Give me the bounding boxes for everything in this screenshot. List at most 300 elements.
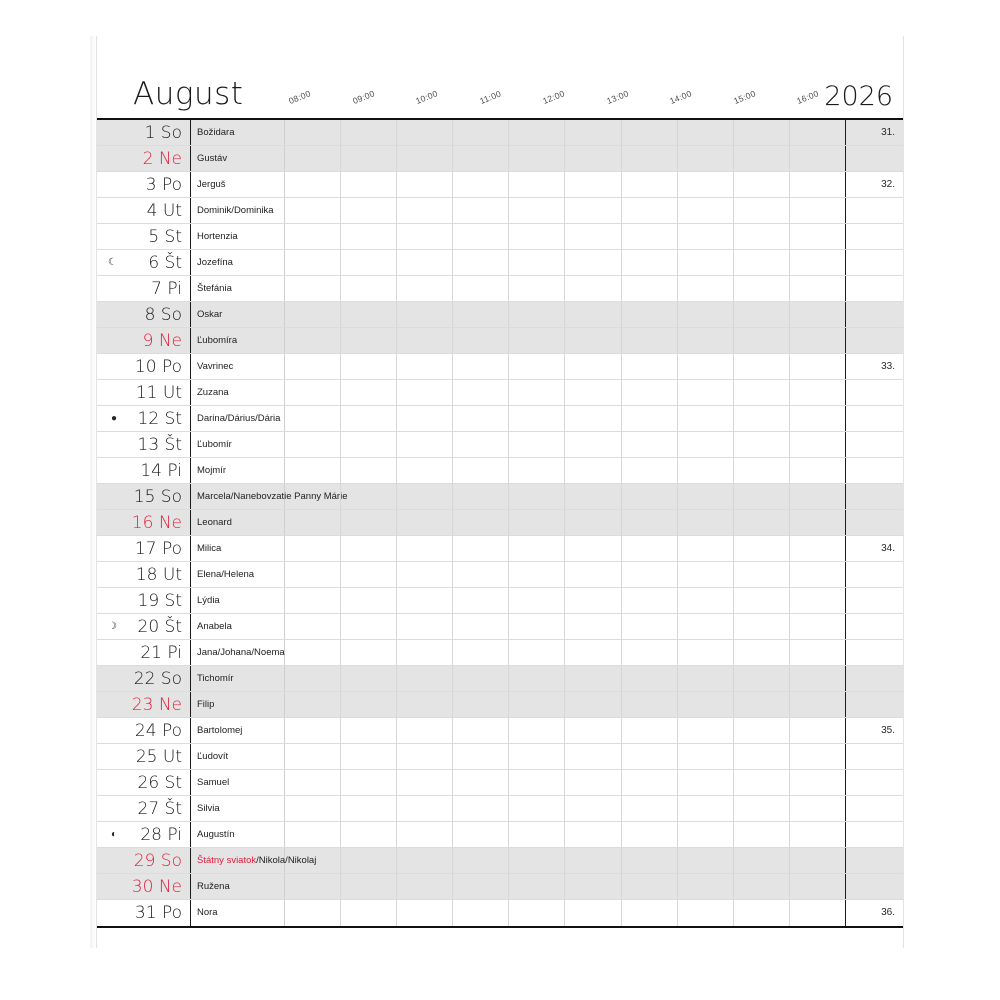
appointment-cell[interactable] <box>509 588 565 613</box>
appointment-cell[interactable] <box>509 692 565 717</box>
appointment-cell[interactable] <box>734 484 790 509</box>
appointment-cell[interactable] <box>734 250 790 275</box>
appointment-cell[interactable] <box>341 354 397 379</box>
appointment-cell[interactable] <box>509 198 565 223</box>
appointment-cell[interactable] <box>565 302 621 327</box>
appointment-cell[interactable] <box>790 796 845 821</box>
appointment-cell[interactable] <box>285 718 341 743</box>
appointment-cell[interactable] <box>565 172 621 197</box>
appointment-cell[interactable] <box>397 380 453 405</box>
appointment-cell[interactable] <box>622 354 678 379</box>
appointment-cell[interactable] <box>565 120 621 145</box>
appointment-cell[interactable] <box>565 874 621 899</box>
appointment-cell[interactable] <box>453 614 509 639</box>
appointment-cell[interactable] <box>397 510 453 535</box>
appointment-cell[interactable] <box>453 536 509 561</box>
appointment-cell[interactable] <box>341 432 397 457</box>
appointment-cell[interactable] <box>397 874 453 899</box>
appointment-cell[interactable] <box>678 640 734 665</box>
appointment-cell[interactable] <box>285 146 341 171</box>
appointment-cell[interactable] <box>285 120 341 145</box>
appointment-cell[interactable] <box>509 432 565 457</box>
appointment-cell[interactable] <box>341 822 397 847</box>
appointment-cell[interactable] <box>565 458 621 483</box>
appointment-cell[interactable] <box>341 900 397 926</box>
appointment-cell[interactable] <box>341 146 397 171</box>
appointment-cell[interactable] <box>790 744 845 769</box>
appointment-cell[interactable] <box>341 588 397 613</box>
appointment-cell[interactable] <box>622 120 678 145</box>
appointment-cell[interactable] <box>397 224 453 249</box>
appointment-cell[interactable] <box>622 588 678 613</box>
appointment-cell[interactable] <box>285 614 341 639</box>
appointment-cell[interactable] <box>678 796 734 821</box>
appointment-cell[interactable] <box>397 484 453 509</box>
appointment-cell[interactable] <box>341 302 397 327</box>
appointment-cell[interactable] <box>565 224 621 249</box>
appointment-cell[interactable] <box>734 302 790 327</box>
appointment-cell[interactable] <box>790 900 845 926</box>
appointment-cell[interactable] <box>565 822 621 847</box>
appointment-cell[interactable] <box>285 640 341 665</box>
appointment-cell[interactable] <box>678 562 734 587</box>
appointment-cell[interactable] <box>678 770 734 795</box>
appointment-cell[interactable] <box>341 770 397 795</box>
appointment-cell[interactable] <box>565 562 621 587</box>
appointment-cell[interactable] <box>341 406 397 431</box>
appointment-cell[interactable] <box>509 302 565 327</box>
appointment-cell[interactable] <box>734 588 790 613</box>
appointment-cell[interactable] <box>790 458 845 483</box>
appointment-cell[interactable] <box>622 692 678 717</box>
appointment-cell[interactable] <box>565 796 621 821</box>
appointment-cell[interactable] <box>565 328 621 353</box>
appointment-cell[interactable] <box>509 744 565 769</box>
appointment-cell[interactable] <box>453 354 509 379</box>
appointment-cell[interactable] <box>285 744 341 769</box>
appointment-cell[interactable] <box>285 406 341 431</box>
appointment-cell[interactable] <box>678 276 734 301</box>
appointment-cell[interactable] <box>790 224 845 249</box>
appointment-cell[interactable] <box>341 458 397 483</box>
appointment-cell[interactable] <box>790 302 845 327</box>
appointment-cell[interactable] <box>678 614 734 639</box>
appointment-cell[interactable] <box>678 198 734 223</box>
appointment-cell[interactable] <box>790 406 845 431</box>
appointment-cell[interactable] <box>453 588 509 613</box>
appointment-cell[interactable] <box>285 328 341 353</box>
appointment-cell[interactable] <box>565 640 621 665</box>
appointment-cell[interactable] <box>285 458 341 483</box>
appointment-cell[interactable] <box>622 224 678 249</box>
appointment-cell[interactable] <box>285 692 341 717</box>
appointment-cell[interactable] <box>622 900 678 926</box>
appointment-cell[interactable] <box>790 588 845 613</box>
appointment-cell[interactable] <box>622 432 678 457</box>
appointment-cell[interactable] <box>678 822 734 847</box>
appointment-cell[interactable] <box>734 120 790 145</box>
appointment-cell[interactable] <box>509 640 565 665</box>
appointment-cell[interactable] <box>678 744 734 769</box>
appointment-cell[interactable] <box>397 640 453 665</box>
appointment-cell[interactable] <box>790 250 845 275</box>
appointment-cell[interactable] <box>341 484 397 509</box>
appointment-cell[interactable] <box>622 484 678 509</box>
appointment-cell[interactable] <box>509 406 565 431</box>
appointment-cell[interactable] <box>509 848 565 873</box>
appointment-cell[interactable] <box>453 224 509 249</box>
appointment-cell[interactable] <box>509 510 565 535</box>
appointment-cell[interactable] <box>341 692 397 717</box>
appointment-cell[interactable] <box>453 692 509 717</box>
appointment-cell[interactable] <box>397 458 453 483</box>
appointment-cell[interactable] <box>341 276 397 301</box>
appointment-cell[interactable] <box>790 874 845 899</box>
appointment-cell[interactable] <box>509 354 565 379</box>
appointment-cell[interactable] <box>509 614 565 639</box>
appointment-cell[interactable] <box>622 614 678 639</box>
appointment-cell[interactable] <box>285 432 341 457</box>
appointment-cell[interactable] <box>509 770 565 795</box>
appointment-cell[interactable] <box>622 562 678 587</box>
appointment-cell[interactable] <box>285 276 341 301</box>
appointment-cell[interactable] <box>509 562 565 587</box>
appointment-cell[interactable] <box>509 172 565 197</box>
appointment-cell[interactable] <box>678 848 734 873</box>
appointment-cell[interactable] <box>790 484 845 509</box>
appointment-cell[interactable] <box>397 900 453 926</box>
appointment-cell[interactable] <box>397 172 453 197</box>
appointment-cell[interactable] <box>734 874 790 899</box>
appointment-cell[interactable] <box>509 822 565 847</box>
appointment-cell[interactable] <box>565 354 621 379</box>
appointment-cell[interactable] <box>734 276 790 301</box>
appointment-cell[interactable] <box>790 120 845 145</box>
appointment-cell[interactable] <box>341 536 397 561</box>
appointment-cell[interactable] <box>341 718 397 743</box>
appointment-cell[interactable] <box>453 822 509 847</box>
appointment-cell[interactable] <box>341 848 397 873</box>
appointment-cell[interactable] <box>397 198 453 223</box>
appointment-cell[interactable] <box>285 354 341 379</box>
appointment-cell[interactable] <box>453 250 509 275</box>
appointment-cell[interactable] <box>622 380 678 405</box>
appointment-cell[interactable] <box>734 666 790 691</box>
appointment-cell[interactable] <box>397 588 453 613</box>
appointment-cell[interactable] <box>509 484 565 509</box>
appointment-cell[interactable] <box>734 848 790 873</box>
appointment-cell[interactable] <box>285 536 341 561</box>
appointment-cell[interactable] <box>453 198 509 223</box>
appointment-cell[interactable] <box>565 848 621 873</box>
appointment-cell[interactable] <box>790 640 845 665</box>
appointment-cell[interactable] <box>678 302 734 327</box>
appointment-cell[interactable] <box>397 744 453 769</box>
appointment-cell[interactable] <box>678 172 734 197</box>
appointment-cell[interactable] <box>285 874 341 899</box>
appointment-cell[interactable] <box>734 510 790 535</box>
appointment-cell[interactable] <box>285 380 341 405</box>
appointment-cell[interactable] <box>285 822 341 847</box>
appointment-cell[interactable] <box>734 146 790 171</box>
appointment-cell[interactable] <box>790 536 845 561</box>
appointment-cell[interactable] <box>734 900 790 926</box>
appointment-cell[interactable] <box>453 120 509 145</box>
appointment-cell[interactable] <box>734 822 790 847</box>
appointment-cell[interactable] <box>678 692 734 717</box>
appointment-cell[interactable] <box>622 276 678 301</box>
appointment-cell[interactable] <box>790 354 845 379</box>
appointment-cell[interactable] <box>790 146 845 171</box>
appointment-cell[interactable] <box>453 510 509 535</box>
appointment-cell[interactable] <box>678 250 734 275</box>
appointment-cell[interactable] <box>453 848 509 873</box>
appointment-cell[interactable] <box>790 276 845 301</box>
appointment-cell[interactable] <box>734 640 790 665</box>
appointment-cell[interactable] <box>622 796 678 821</box>
appointment-cell[interactable] <box>285 510 341 535</box>
appointment-cell[interactable] <box>509 796 565 821</box>
appointment-cell[interactable] <box>285 198 341 223</box>
appointment-cell[interactable] <box>453 302 509 327</box>
appointment-cell[interactable] <box>397 796 453 821</box>
appointment-cell[interactable] <box>285 250 341 275</box>
appointment-cell[interactable] <box>565 484 621 509</box>
appointment-cell[interactable] <box>565 250 621 275</box>
appointment-cell[interactable] <box>509 900 565 926</box>
appointment-cell[interactable] <box>622 848 678 873</box>
appointment-cell[interactable] <box>734 172 790 197</box>
appointment-cell[interactable] <box>285 484 341 509</box>
appointment-cell[interactable] <box>285 796 341 821</box>
appointment-cell[interactable] <box>622 770 678 795</box>
appointment-cell[interactable] <box>734 224 790 249</box>
appointment-cell[interactable] <box>397 692 453 717</box>
appointment-cell[interactable] <box>790 328 845 353</box>
appointment-cell[interactable] <box>678 354 734 379</box>
appointment-cell[interactable] <box>285 302 341 327</box>
appointment-cell[interactable] <box>678 510 734 535</box>
appointment-cell[interactable] <box>397 562 453 587</box>
appointment-cell[interactable] <box>790 770 845 795</box>
appointment-cell[interactable] <box>565 614 621 639</box>
appointment-cell[interactable] <box>678 458 734 483</box>
appointment-cell[interactable] <box>678 146 734 171</box>
appointment-cell[interactable] <box>341 198 397 223</box>
appointment-cell[interactable] <box>397 302 453 327</box>
appointment-cell[interactable] <box>734 614 790 639</box>
appointment-cell[interactable] <box>678 432 734 457</box>
appointment-cell[interactable] <box>453 874 509 899</box>
appointment-cell[interactable] <box>397 432 453 457</box>
appointment-cell[interactable] <box>678 406 734 431</box>
appointment-cell[interactable] <box>341 250 397 275</box>
appointment-cell[interactable] <box>285 770 341 795</box>
appointment-cell[interactable] <box>453 744 509 769</box>
appointment-cell[interactable] <box>734 796 790 821</box>
appointment-cell[interactable] <box>397 770 453 795</box>
appointment-cell[interactable] <box>565 588 621 613</box>
appointment-cell[interactable] <box>453 432 509 457</box>
appointment-cell[interactable] <box>509 666 565 691</box>
appointment-cell[interactable] <box>453 380 509 405</box>
appointment-cell[interactable] <box>453 458 509 483</box>
appointment-cell[interactable] <box>397 406 453 431</box>
appointment-cell[interactable] <box>678 718 734 743</box>
appointment-cell[interactable] <box>565 744 621 769</box>
appointment-cell[interactable] <box>565 718 621 743</box>
appointment-cell[interactable] <box>565 900 621 926</box>
appointment-cell[interactable] <box>622 198 678 223</box>
appointment-cell[interactable] <box>341 380 397 405</box>
appointment-cell[interactable] <box>790 666 845 691</box>
appointment-cell[interactable] <box>509 120 565 145</box>
appointment-cell[interactable] <box>453 172 509 197</box>
appointment-cell[interactable] <box>285 172 341 197</box>
appointment-cell[interactable] <box>734 718 790 743</box>
appointment-cell[interactable] <box>285 588 341 613</box>
appointment-cell[interactable] <box>734 692 790 717</box>
appointment-cell[interactable] <box>341 224 397 249</box>
appointment-cell[interactable] <box>734 744 790 769</box>
appointment-cell[interactable] <box>397 146 453 171</box>
appointment-cell[interactable] <box>453 484 509 509</box>
appointment-cell[interactable] <box>453 276 509 301</box>
appointment-cell[interactable] <box>397 328 453 353</box>
appointment-cell[interactable] <box>790 432 845 457</box>
appointment-cell[interactable] <box>509 250 565 275</box>
appointment-cell[interactable] <box>734 406 790 431</box>
appointment-cell[interactable] <box>565 510 621 535</box>
appointment-cell[interactable] <box>622 328 678 353</box>
appointment-cell[interactable] <box>678 380 734 405</box>
appointment-cell[interactable] <box>565 692 621 717</box>
appointment-cell[interactable] <box>397 822 453 847</box>
appointment-cell[interactable] <box>622 146 678 171</box>
appointment-cell[interactable] <box>678 224 734 249</box>
appointment-cell[interactable] <box>790 172 845 197</box>
appointment-cell[interactable] <box>341 744 397 769</box>
appointment-cell[interactable] <box>565 406 621 431</box>
appointment-cell[interactable] <box>678 874 734 899</box>
appointment-cell[interactable] <box>734 198 790 223</box>
appointment-cell[interactable] <box>790 822 845 847</box>
appointment-cell[interactable] <box>565 536 621 561</box>
appointment-cell[interactable] <box>453 796 509 821</box>
appointment-cell[interactable] <box>341 874 397 899</box>
appointment-cell[interactable] <box>453 146 509 171</box>
appointment-cell[interactable] <box>790 718 845 743</box>
appointment-cell[interactable] <box>285 900 341 926</box>
appointment-cell[interactable] <box>622 172 678 197</box>
appointment-cell[interactable] <box>509 328 565 353</box>
appointment-cell[interactable] <box>790 198 845 223</box>
appointment-cell[interactable] <box>565 380 621 405</box>
appointment-cell[interactable] <box>678 536 734 561</box>
appointment-cell[interactable] <box>453 900 509 926</box>
appointment-cell[interactable] <box>622 666 678 691</box>
appointment-cell[interactable] <box>622 718 678 743</box>
appointment-cell[interactable] <box>397 276 453 301</box>
appointment-cell[interactable] <box>509 146 565 171</box>
appointment-cell[interactable] <box>341 172 397 197</box>
appointment-cell[interactable] <box>509 536 565 561</box>
appointment-cell[interactable] <box>509 874 565 899</box>
appointment-cell[interactable] <box>341 796 397 821</box>
appointment-cell[interactable] <box>341 510 397 535</box>
appointment-cell[interactable] <box>341 666 397 691</box>
appointment-cell[interactable] <box>678 120 734 145</box>
appointment-cell[interactable] <box>678 666 734 691</box>
appointment-cell[interactable] <box>565 276 621 301</box>
appointment-cell[interactable] <box>734 458 790 483</box>
appointment-cell[interactable] <box>285 562 341 587</box>
appointment-cell[interactable] <box>734 432 790 457</box>
appointment-cell[interactable] <box>397 848 453 873</box>
appointment-cell[interactable] <box>453 328 509 353</box>
appointment-cell[interactable] <box>509 276 565 301</box>
appointment-cell[interactable] <box>341 562 397 587</box>
appointment-cell[interactable] <box>341 328 397 353</box>
appointment-cell[interactable] <box>397 120 453 145</box>
appointment-cell[interactable] <box>453 562 509 587</box>
appointment-cell[interactable] <box>285 666 341 691</box>
appointment-cell[interactable] <box>622 822 678 847</box>
appointment-cell[interactable] <box>341 614 397 639</box>
appointment-cell[interactable] <box>509 224 565 249</box>
appointment-cell[interactable] <box>285 848 341 873</box>
appointment-cell[interactable] <box>622 250 678 275</box>
appointment-cell[interactable] <box>622 536 678 561</box>
appointment-cell[interactable] <box>790 380 845 405</box>
appointment-cell[interactable] <box>453 406 509 431</box>
appointment-cell[interactable] <box>622 458 678 483</box>
appointment-cell[interactable] <box>622 510 678 535</box>
appointment-cell[interactable] <box>734 770 790 795</box>
appointment-cell[interactable] <box>734 328 790 353</box>
appointment-cell[interactable] <box>397 354 453 379</box>
appointment-cell[interactable] <box>790 614 845 639</box>
appointment-cell[interactable] <box>678 900 734 926</box>
appointment-cell[interactable] <box>790 848 845 873</box>
appointment-cell[interactable] <box>734 380 790 405</box>
appointment-cell[interactable] <box>734 536 790 561</box>
appointment-cell[interactable] <box>397 250 453 275</box>
appointment-cell[interactable] <box>565 146 621 171</box>
appointment-cell[interactable] <box>285 224 341 249</box>
appointment-cell[interactable] <box>509 380 565 405</box>
appointment-cell[interactable] <box>509 458 565 483</box>
appointment-cell[interactable] <box>734 354 790 379</box>
appointment-cell[interactable] <box>453 718 509 743</box>
appointment-cell[interactable] <box>678 484 734 509</box>
appointment-cell[interactable] <box>565 666 621 691</box>
appointment-cell[interactable] <box>509 718 565 743</box>
appointment-cell[interactable] <box>565 432 621 457</box>
appointment-cell[interactable] <box>622 406 678 431</box>
appointment-cell[interactable] <box>790 562 845 587</box>
appointment-cell[interactable] <box>678 328 734 353</box>
appointment-cell[interactable] <box>622 744 678 769</box>
appointment-cell[interactable] <box>397 666 453 691</box>
appointment-cell[interactable] <box>790 692 845 717</box>
appointment-cell[interactable] <box>453 666 509 691</box>
appointment-cell[interactable] <box>453 640 509 665</box>
appointment-cell[interactable] <box>397 536 453 561</box>
appointment-cell[interactable] <box>622 640 678 665</box>
appointment-cell[interactable] <box>397 718 453 743</box>
appointment-cell[interactable] <box>622 302 678 327</box>
